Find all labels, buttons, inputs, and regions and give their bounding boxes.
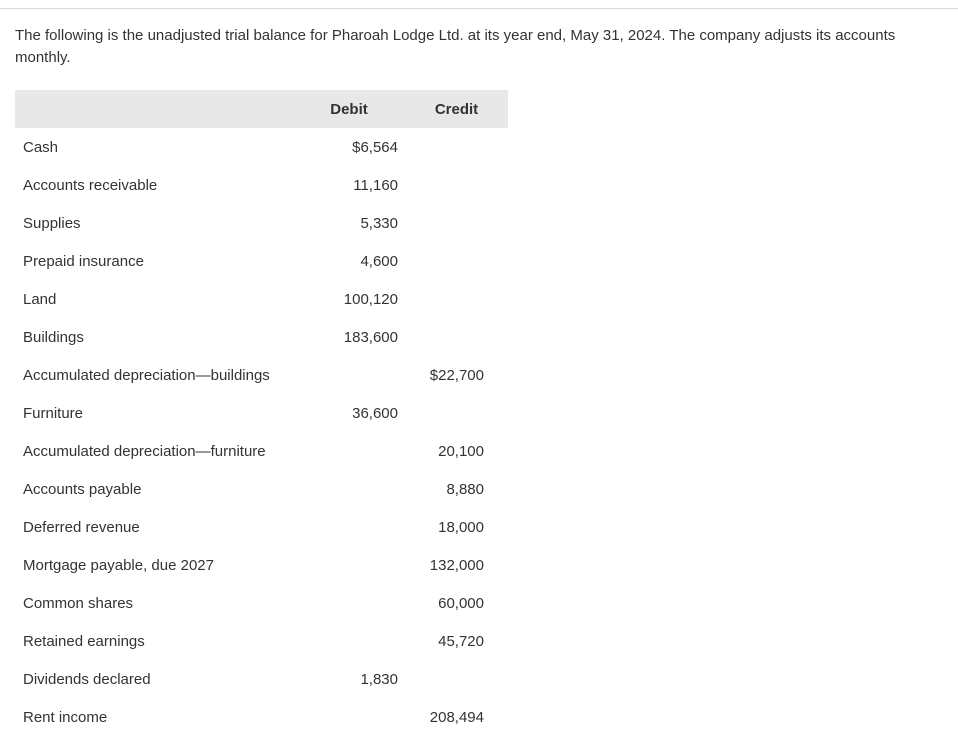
debit-amount: 5,330 bbox=[360, 214, 398, 232]
credit-amount: $22,700 bbox=[429, 366, 484, 384]
debit-amount bbox=[293, 470, 405, 508]
table-header-row bbox=[15, 90, 508, 128]
credit-amount bbox=[405, 128, 508, 166]
table-row bbox=[15, 128, 508, 166]
account-name: Accounts receivable bbox=[23, 176, 158, 194]
table-row bbox=[15, 204, 508, 242]
debit-amount: 183,600 bbox=[343, 328, 398, 346]
credit-amount bbox=[405, 660, 508, 698]
debit-amount bbox=[293, 356, 405, 394]
trial-balance-table bbox=[15, 90, 508, 736]
account-name: Dividends declared bbox=[23, 670, 151, 688]
debit-amount bbox=[293, 546, 405, 584]
debit-amount: 11,160 bbox=[353, 176, 398, 194]
credit-amount bbox=[405, 280, 508, 318]
account-name: Retained earnings bbox=[23, 632, 145, 650]
table-row bbox=[15, 698, 508, 736]
table-row bbox=[15, 394, 508, 432]
debit-amount bbox=[293, 508, 405, 546]
debit-amount bbox=[293, 698, 405, 736]
account-name: Accumulated depreciation—furniture bbox=[23, 442, 266, 460]
credit-amount bbox=[405, 242, 508, 280]
account-name: Prepaid insurance bbox=[23, 252, 144, 270]
table-row bbox=[15, 470, 508, 508]
credit-amount: 18,000 bbox=[438, 518, 484, 536]
table-row bbox=[15, 280, 508, 318]
table-row bbox=[15, 166, 508, 204]
debit-amount bbox=[293, 432, 405, 470]
credit-amount bbox=[405, 204, 508, 242]
debit-amount: 4,600 bbox=[360, 252, 398, 270]
debit-amount bbox=[293, 622, 405, 660]
table-row bbox=[15, 660, 508, 698]
credit-amount: 20,100 bbox=[438, 442, 484, 460]
credit-column-header: Credit bbox=[434, 100, 479, 118]
credit-amount bbox=[405, 166, 508, 204]
table-row bbox=[15, 356, 508, 394]
debit-amount: 100,120 bbox=[343, 290, 398, 308]
table-row bbox=[15, 508, 508, 546]
account-name: Deferred revenue bbox=[23, 518, 140, 536]
credit-amount: 45,720 bbox=[438, 632, 484, 650]
account-name: Cash bbox=[23, 138, 59, 156]
table-row bbox=[15, 622, 508, 660]
debit-amount: $6,564 bbox=[352, 138, 398, 156]
credit-amount: 208,494 bbox=[429, 708, 484, 726]
account-name: Supplies bbox=[23, 214, 81, 232]
account-name: Accumulated depreciation—buildings bbox=[23, 366, 270, 384]
credit-amount: 8,880 bbox=[446, 480, 484, 498]
table-row bbox=[15, 242, 508, 280]
account-name: Mortgage payable, due 2027 bbox=[23, 556, 214, 574]
table-row bbox=[15, 318, 508, 356]
debit-amount bbox=[293, 584, 405, 622]
problem-intro-text: The following is the unadjusted trial balance for Pharoah Lodge Ltd. at its year end, May 31, 2024. The company adjusts its accounts monthly. bbox=[15, 27, 896, 66]
account-column-header bbox=[15, 90, 293, 128]
credit-amount bbox=[405, 318, 508, 356]
table-row bbox=[15, 584, 508, 622]
account-name: Rent income bbox=[23, 708, 108, 726]
account-name: Accounts payable bbox=[23, 480, 142, 498]
debit-amount: 1,830 bbox=[360, 670, 398, 688]
account-name: Land bbox=[23, 290, 57, 308]
credit-amount: 132,000 bbox=[429, 556, 484, 574]
credit-amount: 60,000 bbox=[438, 594, 484, 612]
debit-column-header: Debit bbox=[330, 100, 368, 118]
top-divider bbox=[0, 8, 958, 9]
table-row bbox=[15, 546, 508, 584]
account-name: Buildings bbox=[23, 328, 84, 346]
debit-amount: 36,600 bbox=[352, 404, 398, 422]
credit-amount bbox=[405, 394, 508, 432]
account-name: Common shares bbox=[23, 594, 134, 612]
table-row bbox=[15, 432, 508, 470]
account-name: Furniture bbox=[23, 404, 84, 422]
